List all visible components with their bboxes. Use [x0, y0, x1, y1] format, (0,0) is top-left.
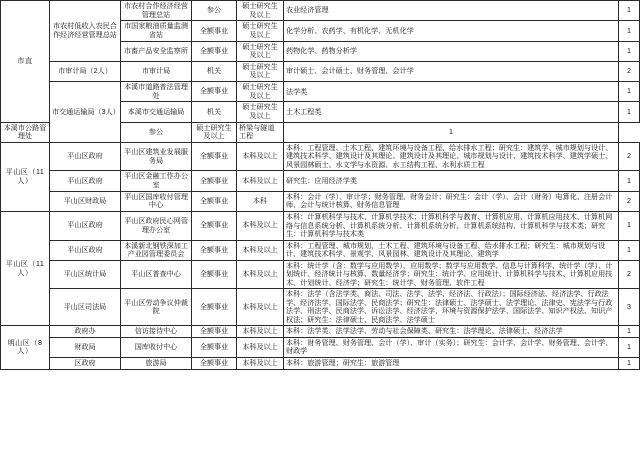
unit-cell: 本溪市公路管理处: [1, 122, 50, 142]
table-row: [1, 61, 640, 81]
table-row: [1, 240, 640, 260]
num-cell: 1: [619, 240, 640, 260]
num-cell: 1: [619, 82, 640, 102]
unit-cell: 平山区建筑业发展服务局: [121, 142, 192, 171]
dept-cell: 市审计局（2人）: [50, 61, 121, 81]
dept-cell: 平山区司法局: [50, 289, 121, 326]
edu-cell: 本科及以上: [237, 240, 284, 260]
num-cell: 1: [619, 326, 640, 338]
major-cell: 农业经济管理: [284, 1, 619, 21]
num-cell: 2: [619, 260, 640, 289]
table-row: [1, 142, 640, 171]
unit-cell: 市国家粮油质量监测省站: [121, 21, 192, 41]
edu-cell: 硕士研究生及以上: [192, 122, 237, 142]
dept-cell: 市交通运输局（3人）: [50, 82, 121, 143]
unit-cell: 市畜产品安全监察所: [121, 41, 192, 61]
unit-cell: 信访接待中心: [121, 326, 192, 338]
type-cell: 全额事业: [192, 142, 237, 171]
num-cell: 1: [619, 357, 640, 369]
unit-cell: 平山区国库收付管理中心: [121, 191, 192, 211]
table-row: [1, 326, 640, 338]
dept-cell: 市农村低收入农民合作经济经营管理总站: [50, 1, 121, 62]
table-row: [1, 191, 640, 211]
edu-cell: 本科及以上: [237, 289, 284, 326]
unit-cell: 平山区普查中心: [121, 260, 192, 289]
num-cell: 1: [619, 1, 640, 21]
dept-cell: 财政局: [50, 337, 121, 357]
num-cell: 1: [619, 41, 640, 61]
major-cell: 审计硕士、会计硕士、财务管理、会计学: [284, 61, 619, 81]
edu-cell: 硕士研究生及以上: [237, 61, 284, 81]
type-cell: 参公: [121, 122, 192, 142]
major-cell: 本科：法学类、法学法学、劳动与社会保障类、研究生：法学理论、法律硕士、经济法学: [284, 326, 619, 338]
major-cell: 本科：计算机科学与技术、计算机学技术；计算机科学与教育、计算机应用、计算机应用技术、计算机网络与信息系统分析、计算机系统分析、计算机系统分析、计算机系统结构、计算机科学与技术类；研究生：计算机科学与技术类: [284, 212, 619, 241]
dept-cell: 平山区政府: [50, 171, 121, 191]
table-row: [1, 289, 640, 326]
major-cell: 本科：旅游管理；研究生：旅游管理: [284, 357, 619, 369]
table-row: [1, 337, 640, 357]
num-cell: 3: [619, 289, 640, 326]
num-cell: 2: [619, 142, 640, 171]
type-cell: 全额事业: [192, 21, 237, 41]
major-cell: 土木工程类: [284, 102, 619, 122]
type-cell: 全额事业: [192, 82, 237, 102]
dept-cell: 平山区统计局: [50, 260, 121, 289]
edu-cell: 本科及以上: [237, 260, 284, 289]
type-cell: 全额事业: [192, 260, 237, 289]
major-cell: 本科：工程管理、土木工程、建筑环境与设备工程、给水排水工程；研究生：建筑学、城市规划与设计、建筑技术科学、建筑设计及其理论、建筑设计及其理论、城市规划与设计、建筑技术科学、建筑学硕士、风景园林硕士、水文学与水资源、水工结构工程、水利水质工程: [284, 142, 619, 171]
region-cell: 平山区（11人）: [1, 142, 50, 211]
type-cell: 全额事业: [192, 357, 237, 369]
unit-cell: 平山区金融工作办公室: [121, 171, 192, 191]
major-cell: 法学类: [284, 82, 619, 102]
table-row: [1, 212, 640, 241]
edu-cell: 本科及以上: [237, 212, 284, 241]
region-cell: 市直: [1, 1, 50, 123]
unit-cell: 市农村合作经济经营管理总站: [121, 1, 192, 21]
type-cell: 全额事业: [192, 212, 237, 241]
num-cell: 1: [619, 212, 640, 241]
edu-cell: 本科及以上: [237, 337, 284, 357]
type-cell: 全额事业: [192, 326, 237, 338]
table-row: [1, 1, 640, 21]
type-cell: 全额事业: [192, 191, 237, 211]
major-cell: 化学分析、农药学、有机化学、无机化学: [284, 21, 619, 41]
major-cell: 研究生：应用经济学类: [284, 171, 619, 191]
type-cell: 参公: [192, 1, 237, 21]
table-row: [1, 82, 640, 102]
type-cell: 全额事业: [192, 337, 237, 357]
edu-cell: 本科及以上: [237, 142, 284, 171]
dept-cell: 平山区政府: [50, 142, 121, 171]
dept-cell: 平山区财政局: [50, 191, 121, 211]
unit-cell: 本溪市交通运输局: [121, 102, 192, 122]
table-body: [1, 1, 640, 370]
unit-cell: 旅游局: [121, 357, 192, 369]
unit-cell: 平山区劳动争议仲裁院: [121, 289, 192, 326]
unit-cell: 本溪新北钢铁深加工产业园管理委员会: [121, 240, 192, 260]
type-cell: 机关: [192, 102, 237, 122]
major-cell: 本科：会计（学）、审计学；财务管理、财务会计；研究生：会计（学）、会计（财务）电算化、注册会计师、会计与统计核算、财务信息管理: [284, 191, 619, 211]
type-cell: 全额事业: [192, 41, 237, 61]
type-cell: 全额事业: [192, 171, 237, 191]
unit-cell: 市审计局: [121, 61, 192, 81]
major-cell: 本科：统计学（含：数学与应用数学）、应用数学；数学与应用数学、信息与计算科学、统计学（学）、计划统计、经济统计与核算、数量经济学；研究生：统计学、应用统计、计算机科学与技术、计算机应用技术、计划统计、经济学；研究生：统计学、财务管理、软件工程: [284, 260, 619, 289]
num-cell: 2: [619, 61, 640, 81]
edu-cell: 本科及以上: [237, 326, 284, 338]
num-cell: 1: [619, 171, 640, 191]
type-cell: 全额事业: [192, 240, 237, 260]
num-cell: 1: [619, 21, 640, 41]
edu-cell: 本科: [237, 191, 284, 211]
edu-cell: 硕士研究生及以上: [237, 102, 284, 122]
major-cell: 本科：工程管理、城市规划、土木工程、建筑环境与设备工程、给水排水工程；研究生：城市规划与设计、建筑技术科学、景观学、风景园林、建筑设计及其理论、建筑学: [284, 240, 619, 260]
dept-cell: 政府办: [50, 326, 121, 338]
dept-cell: 区政府: [50, 357, 121, 369]
major-cell: 桥梁与隧道工程: [237, 122, 284, 142]
edu-cell: 硕士研究生及以上: [237, 82, 284, 102]
region-cell: 平山区（11人）: [1, 212, 50, 326]
table-row: [1, 171, 640, 191]
region-cell: 明山区（8人）: [1, 326, 50, 369]
edu-cell: 本科及以上: [237, 171, 284, 191]
edu-cell: 硕士研究生及以上: [237, 1, 284, 21]
num-cell: 1: [284, 122, 619, 142]
num-cell: 2: [619, 191, 640, 211]
major-cell: 药物化学、药物分析学: [284, 41, 619, 61]
num-cell: 1: [619, 337, 640, 357]
dept-cell: 平山区政府: [50, 212, 121, 241]
edu-cell: 本科及以上: [237, 357, 284, 369]
major-cell: 本科：法学（含法学类、商法、司法、法学、法学、经济法、行政法）；国际经济法、经济法学、行政法学、经济法学、国际法学、民商法学；研究生：法律硕士、法学硕士、法学理论、法律史、宪法学与行政法学、刑法学、民商法学、诉讼法学、经济法学、环境与资源保护法学、国际法学、知识产权法、知识产权法；研究生：法律硕士、民商法学、法学硕士: [284, 289, 619, 326]
edu-cell: 硕士研究生及以上: [237, 41, 284, 61]
edu-cell: 硕士研究生及以上: [237, 21, 284, 41]
dept-cell: 平山区政府: [50, 240, 121, 260]
table-row: [1, 260, 640, 289]
type-cell: 全额事业: [192, 289, 237, 326]
num-cell: 1: [619, 102, 640, 122]
table-row: [1, 357, 640, 369]
unit-cell: 平山区政府民心网管理办公室: [121, 212, 192, 241]
unit-cell: 本溪市道路普法管理处: [121, 82, 192, 102]
type-cell: 机关: [192, 61, 237, 81]
unit-cell: 国库收付中心: [121, 337, 192, 357]
major-cell: 本科：财务管理、财务管理、会计（学）、审计（实务）；研究生：会计学、会计学、财务管理、会计学、财政学: [284, 337, 619, 357]
